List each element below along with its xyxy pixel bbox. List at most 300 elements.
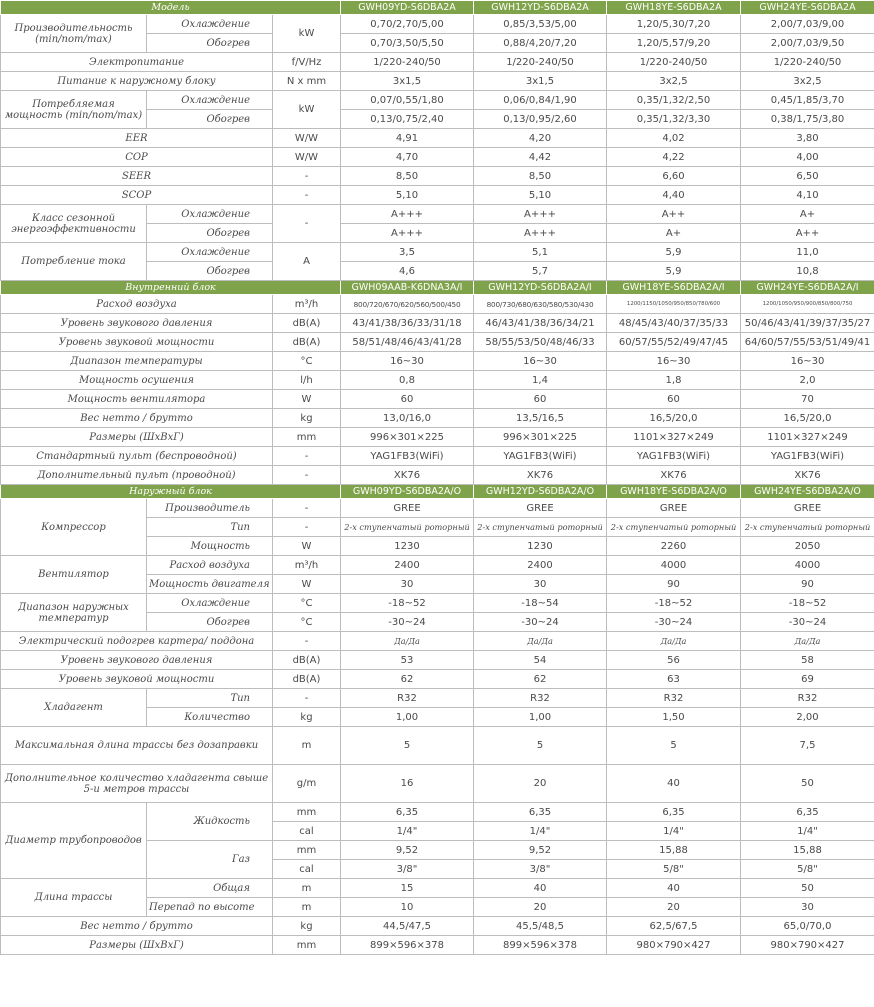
- sub-parameter-label: Тип: [147, 518, 273, 537]
- unit-cell: W/W: [273, 129, 341, 148]
- value-cell: 90: [607, 575, 741, 594]
- value-cell: 40: [474, 879, 607, 898]
- value-cell: Да/Да: [741, 632, 874, 651]
- parameter-label: Электропитание: [1, 53, 273, 72]
- value-cell: 5: [341, 727, 474, 765]
- unit-cell: m³/h: [273, 295, 341, 314]
- value-cell: A+++: [474, 205, 607, 224]
- unit-cell: m: [273, 898, 341, 917]
- parameter-label: Диапазон наружных температур: [1, 594, 147, 632]
- unit-cell: -: [273, 632, 341, 651]
- parameter-label: Хладагент: [1, 689, 147, 727]
- model-name-cell: GWH18YE-S6DBA2A/O: [607, 485, 741, 499]
- value-cell: 1230: [341, 537, 474, 556]
- sub-parameter-label: Количество: [147, 708, 273, 727]
- value-cell: -30~24: [341, 613, 474, 632]
- section-header-row: [1, 485, 874, 499]
- value-cell: R32: [341, 689, 474, 708]
- unit-cell: m: [273, 879, 341, 898]
- parameter-label: Уровень звукового давления: [1, 651, 273, 670]
- value-cell: 62: [341, 670, 474, 689]
- value-cell: 1101×327×249: [607, 428, 741, 447]
- parameter-label: Максимальная длина трассы без дозаправки: [1, 727, 273, 765]
- value-cell: XK76: [607, 466, 741, 485]
- spec-row: [1, 466, 874, 485]
- sub-parameter-label: Обогрев: [147, 613, 273, 632]
- value-cell: 0,70/3,50/5,50: [341, 34, 474, 53]
- parameter-label: Уровень звукового давления: [1, 314, 273, 333]
- model-name-cell: GWH18YE-S6DBA2A: [607, 1, 741, 15]
- value-cell: 3,5: [341, 243, 474, 262]
- value-cell: 2,00: [741, 708, 874, 727]
- section-header-row: [1, 1, 874, 15]
- unit-cell: °C: [273, 352, 341, 371]
- spec-row: [1, 91, 874, 110]
- value-cell: A++: [741, 224, 874, 243]
- value-cell: 60: [474, 390, 607, 409]
- value-cell: 6,35: [607, 803, 741, 822]
- value-cell: 1,00: [341, 708, 474, 727]
- parameter-label: Уровень звуковой мощности: [1, 670, 273, 689]
- value-cell: A+: [741, 205, 874, 224]
- value-cell: 2,00/7,03/9,50: [741, 34, 874, 53]
- unit-cell: cal: [273, 860, 341, 879]
- value-cell: 45,5/48,5: [474, 917, 607, 936]
- value-cell: XK76: [341, 466, 474, 485]
- value-cell: 1/4": [341, 822, 474, 841]
- value-cell: 58/55/53/50/48/46/33: [474, 333, 607, 352]
- unit-cell: -: [273, 186, 341, 205]
- value-cell: 5,7: [474, 262, 607, 281]
- unit-cell: m: [273, 727, 341, 765]
- value-cell: 5: [474, 727, 607, 765]
- value-cell: 3/8": [474, 860, 607, 879]
- parameter-label: Электрический подогрев картера/ поддона: [1, 632, 273, 651]
- value-cell: 2-х ступенчатый роторный: [741, 518, 874, 537]
- sub-parameter-label: Обогрев: [147, 224, 273, 243]
- value-cell: 4,91: [341, 129, 474, 148]
- value-cell: 40: [607, 765, 741, 803]
- unit-cell: dB(A): [273, 651, 341, 670]
- sub-parameter-label: Тип: [147, 689, 273, 708]
- parameter-label: Вентилятор: [1, 556, 147, 594]
- value-cell: 1230: [474, 537, 607, 556]
- value-cell: 60: [607, 390, 741, 409]
- value-cell: 10: [341, 898, 474, 917]
- value-cell: 9,52: [474, 841, 607, 860]
- unit-cell: f/V/Hz: [273, 53, 341, 72]
- spec-row: [1, 670, 874, 689]
- value-cell: 90: [741, 575, 874, 594]
- unit-cell: kg: [273, 409, 341, 428]
- unit-cell: l/h: [273, 371, 341, 390]
- unit-cell: dB(A): [273, 333, 341, 352]
- value-cell: 4000: [607, 556, 741, 575]
- sub-parameter-label: Общая: [147, 879, 273, 898]
- value-cell: 43/41/38/36/33/31/18: [341, 314, 474, 333]
- value-cell: 5,1: [474, 243, 607, 262]
- value-cell: 50/46/43/41/39/37/35/27: [741, 314, 874, 333]
- unit-cell: kg: [273, 917, 341, 936]
- value-cell: Да/Да: [474, 632, 607, 651]
- sub-parameter-label: Мощность двигателя: [147, 575, 273, 594]
- value-cell: 4,40: [607, 186, 741, 205]
- value-cell: 1101×327×249: [741, 428, 874, 447]
- value-cell: 899×596×378: [474, 936, 607, 955]
- spec-row: [1, 205, 874, 224]
- parameter-label: Мощность вентилятора: [1, 390, 273, 409]
- value-cell: 13,0/16,0: [341, 409, 474, 428]
- value-cell: 4,22: [607, 148, 741, 167]
- value-cell: 30: [341, 575, 474, 594]
- spec-row: [1, 186, 874, 205]
- sub-parameter-label: Перепад по высоте: [147, 898, 273, 917]
- value-cell: 1200/1050/950/900/850/800/750: [741, 295, 874, 314]
- value-cell: 0,88/4,20/7,20: [474, 34, 607, 53]
- value-cell: 3x2,5: [607, 72, 741, 91]
- value-cell: XK76: [741, 466, 874, 485]
- value-cell: 64/60/57/55/53/51/49/41: [741, 333, 874, 352]
- value-cell: 30: [474, 575, 607, 594]
- model-name-cell: GWH09AAB-K6DNA3A/I: [341, 281, 474, 295]
- value-cell: 5/8": [741, 860, 874, 879]
- value-cell: 62: [474, 670, 607, 689]
- value-cell: 0,85/3,53/5,00: [474, 15, 607, 34]
- value-cell: A+++: [341, 205, 474, 224]
- sub-parameter-label: Обогрев: [147, 110, 273, 129]
- spec-row: [1, 390, 874, 409]
- parameter-label: Производительность (min/nom/max): [1, 15, 147, 53]
- section-title: Модель: [1, 1, 341, 15]
- spec-row: [1, 371, 874, 390]
- value-cell: 2-х ступенчатый роторный: [341, 518, 474, 537]
- value-cell: 0,8: [341, 371, 474, 390]
- value-cell: 1/220-240/50: [607, 53, 741, 72]
- value-cell: 2,0: [741, 371, 874, 390]
- value-cell: 3/8": [341, 860, 474, 879]
- parameter-label: Размеры (ШxВxГ): [1, 428, 273, 447]
- value-cell: 16~30: [607, 352, 741, 371]
- value-cell: 46/43/41/38/36/34/21: [474, 314, 607, 333]
- value-cell: 56: [607, 651, 741, 670]
- value-cell: 60: [341, 390, 474, 409]
- value-cell: 2260: [607, 537, 741, 556]
- value-cell: 1,4: [474, 371, 607, 390]
- parameter-label: Дополнительное количество хладагента свыше 5-и метров трассы: [1, 765, 273, 803]
- parameter-label: Потребление тока: [1, 243, 147, 281]
- spec-row: [1, 428, 874, 447]
- value-cell: 15,88: [607, 841, 741, 860]
- unit-cell: W/W: [273, 148, 341, 167]
- value-cell: 4,00: [741, 148, 874, 167]
- value-cell: 4,42: [474, 148, 607, 167]
- value-cell: 0,45/1,85/3,70: [741, 91, 874, 110]
- value-cell: 69: [741, 670, 874, 689]
- unit-cell: kW: [273, 15, 341, 53]
- sub-parameter-label: Охлаждение: [147, 243, 273, 262]
- parameter-label: Дополнительный пульт (проводной): [1, 466, 273, 485]
- spec-row: [1, 594, 874, 613]
- sub-parameter-label: Охлаждение: [147, 91, 273, 110]
- unit-cell: °C: [273, 594, 341, 613]
- value-cell: -18~52: [607, 594, 741, 613]
- model-name-cell: GWH12YD-S6DBA2A/O: [474, 485, 607, 499]
- parameter-label: Диапазон температуры: [1, 352, 273, 371]
- value-cell: 44,5/47,5: [341, 917, 474, 936]
- value-cell: 20: [474, 765, 607, 803]
- parameter-label: Расход воздуха: [1, 295, 273, 314]
- value-cell: 3,80: [741, 129, 874, 148]
- spec-row: [1, 917, 874, 936]
- value-cell: 5,9: [607, 262, 741, 281]
- value-cell: -30~24: [607, 613, 741, 632]
- value-cell: 1,20/5,30/7,20: [607, 15, 741, 34]
- sub-parameter-label: Газ: [147, 841, 273, 879]
- value-cell: 996×301×225: [341, 428, 474, 447]
- spec-row: [1, 314, 874, 333]
- sub-parameter-label: Производитель: [147, 499, 273, 518]
- spec-row: [1, 333, 874, 352]
- unit-cell: -: [273, 499, 341, 518]
- value-cell: 1,20/5,57/9,20: [607, 34, 741, 53]
- value-cell: 5,10: [474, 186, 607, 205]
- value-cell: 7,5: [741, 727, 874, 765]
- value-cell: -30~24: [474, 613, 607, 632]
- value-cell: 980×790×427: [607, 936, 741, 955]
- value-cell: YAG1FB3(WiFi): [607, 447, 741, 466]
- value-cell: 1/220-240/50: [741, 53, 874, 72]
- value-cell: 8,50: [474, 167, 607, 186]
- unit-cell: mm: [273, 428, 341, 447]
- value-cell: R32: [474, 689, 607, 708]
- value-cell: 0,06/0,84/1,90: [474, 91, 607, 110]
- unit-cell: g/m: [273, 765, 341, 803]
- parameter-label: Вес нетто / брутто: [1, 917, 273, 936]
- value-cell: YAG1FB3(WiFi): [741, 447, 874, 466]
- unit-cell: -: [273, 447, 341, 466]
- value-cell: 2050: [741, 537, 874, 556]
- value-cell: 1/4": [474, 822, 607, 841]
- spec-row: [1, 53, 874, 72]
- unit-cell: dB(A): [273, 314, 341, 333]
- value-cell: 2-х ступенчатый роторный: [474, 518, 607, 537]
- value-cell: YAG1FB3(WiFi): [341, 447, 474, 466]
- parameter-label: Компрессор: [1, 499, 147, 556]
- value-cell: 1/4": [741, 822, 874, 841]
- value-cell: 8,50: [341, 167, 474, 186]
- value-cell: 60/57/55/52/49/47/45: [607, 333, 741, 352]
- value-cell: 5,9: [607, 243, 741, 262]
- value-cell: 10,8: [741, 262, 874, 281]
- spec-row: [1, 129, 874, 148]
- model-name-cell: GWH24YE-S6DBA2A/I: [741, 281, 874, 295]
- unit-cell: W: [273, 537, 341, 556]
- value-cell: A+++: [474, 224, 607, 243]
- value-cell: 1/4": [607, 822, 741, 841]
- spec-row: [1, 409, 874, 428]
- section-title: Наружный блок: [1, 485, 341, 499]
- unit-cell: -: [273, 205, 341, 243]
- value-cell: 0,38/1,75/3,80: [741, 110, 874, 129]
- sub-parameter-label: Расход воздуха: [147, 556, 273, 575]
- value-cell: 3x1,5: [341, 72, 474, 91]
- spec-row: [1, 499, 874, 518]
- spec-row: [1, 15, 874, 34]
- value-cell: 16,5/20,0: [741, 409, 874, 428]
- value-cell: 4,10: [741, 186, 874, 205]
- value-cell: 3x1,5: [474, 72, 607, 91]
- value-cell: 4,6: [341, 262, 474, 281]
- unit-cell: kg: [273, 708, 341, 727]
- unit-cell: °C: [273, 613, 341, 632]
- value-cell: 2400: [341, 556, 474, 575]
- value-cell: 980×790×427: [741, 936, 874, 955]
- parameter-label: Класс сезонной энергоэффективности: [1, 205, 147, 243]
- spec-row: [1, 167, 874, 186]
- spec-row: [1, 295, 874, 314]
- unit-cell: mm: [273, 936, 341, 955]
- value-cell: 0,13/0,95/2,60: [474, 110, 607, 129]
- parameter-label: Размеры (ШxВxГ): [1, 936, 273, 955]
- sub-parameter-label: Охлаждение: [147, 594, 273, 613]
- value-cell: 4000: [741, 556, 874, 575]
- spec-row: [1, 148, 874, 167]
- value-cell: 0,07/0,55/1,80: [341, 91, 474, 110]
- value-cell: 70: [741, 390, 874, 409]
- spec-row: [1, 632, 874, 651]
- value-cell: GREE: [607, 499, 741, 518]
- value-cell: 1/220-240/50: [341, 53, 474, 72]
- spec-row: [1, 689, 874, 708]
- sub-parameter-label: Охлаждение: [147, 15, 273, 34]
- unit-cell: N x mm: [273, 72, 341, 91]
- value-cell: -30~24: [741, 613, 874, 632]
- value-cell: 6,60: [607, 167, 741, 186]
- unit-cell: dB(A): [273, 670, 341, 689]
- value-cell: 16,5/20,0: [607, 409, 741, 428]
- value-cell: 16~30: [741, 352, 874, 371]
- value-cell: R32: [741, 689, 874, 708]
- sub-parameter-label: Охлаждение: [147, 205, 273, 224]
- parameter-label: Питание к наружному блоку: [1, 72, 273, 91]
- value-cell: -18~52: [741, 594, 874, 613]
- parameter-label: Потребляемая мощность (min/nom/max): [1, 91, 147, 129]
- unit-cell: A: [273, 243, 341, 281]
- unit-cell: mm: [273, 803, 341, 822]
- value-cell: 5: [607, 727, 741, 765]
- sub-parameter-label: Жидкость: [147, 803, 273, 841]
- value-cell: 996×301×225: [474, 428, 607, 447]
- model-name-cell: GWH24YE-S6DBA2A: [741, 1, 874, 15]
- parameter-label: Стандартный пульт (беспроводной): [1, 447, 273, 466]
- value-cell: Да/Да: [607, 632, 741, 651]
- unit-cell: -: [273, 518, 341, 537]
- model-name-cell: GWH12YD-S6DBA2A/I: [474, 281, 607, 295]
- parameter-label: Вес нетто / брутто: [1, 409, 273, 428]
- value-cell: 15: [341, 879, 474, 898]
- value-cell: 1,00: [474, 708, 607, 727]
- value-cell: 1,50: [607, 708, 741, 727]
- value-cell: 50: [741, 765, 874, 803]
- value-cell: 40: [607, 879, 741, 898]
- value-cell: 9,52: [341, 841, 474, 860]
- parameter-label: Длина трассы: [1, 879, 147, 917]
- unit-cell: -: [273, 167, 341, 186]
- parameter-label: Диаметр трубопроводов: [1, 803, 147, 879]
- value-cell: -18~52: [341, 594, 474, 613]
- unit-cell: kW: [273, 91, 341, 129]
- spec-row: [1, 72, 874, 91]
- value-cell: 6,35: [341, 803, 474, 822]
- value-cell: 4,20: [474, 129, 607, 148]
- value-cell: 6,35: [741, 803, 874, 822]
- value-cell: 48/45/43/40/37/35/33: [607, 314, 741, 333]
- value-cell: 6,35: [474, 803, 607, 822]
- spec-row: [1, 727, 874, 765]
- value-cell: 53: [341, 651, 474, 670]
- unit-cell: mm: [273, 841, 341, 860]
- value-cell: 58/51/48/46/43/41/28: [341, 333, 474, 352]
- value-cell: 13,5/16,5: [474, 409, 607, 428]
- value-cell: GREE: [741, 499, 874, 518]
- sub-parameter-label: Мощность: [147, 537, 273, 556]
- value-cell: R32: [607, 689, 741, 708]
- unit-cell: -: [273, 466, 341, 485]
- value-cell: 20: [607, 898, 741, 917]
- value-cell: 4,02: [607, 129, 741, 148]
- value-cell: 50: [741, 879, 874, 898]
- section-title: Внутренний блок: [1, 281, 341, 295]
- value-cell: 2-х ступенчатый роторный: [607, 518, 741, 537]
- parameter-label: EER: [1, 129, 273, 148]
- value-cell: A+++: [341, 224, 474, 243]
- value-cell: YAG1FB3(WiFi): [474, 447, 607, 466]
- value-cell: 0,35/1,32/2,50: [607, 91, 741, 110]
- value-cell: 15,88: [741, 841, 874, 860]
- value-cell: 3x2,5: [741, 72, 874, 91]
- sub-parameter-label: Обогрев: [147, 34, 273, 53]
- value-cell: 16~30: [474, 352, 607, 371]
- value-cell: 16: [341, 765, 474, 803]
- unit-cell: m³/h: [273, 556, 341, 575]
- spec-row: [1, 879, 874, 898]
- model-name-cell: GWH09YD-S6DBA2A/O: [341, 485, 474, 499]
- specification-table-body: [1, 1, 874, 955]
- value-cell: 62,5/67,5: [607, 917, 741, 936]
- value-cell: 0,13/0,75/2,40: [341, 110, 474, 129]
- spec-row: [1, 803, 874, 822]
- value-cell: 4,70: [341, 148, 474, 167]
- unit-cell: W: [273, 390, 341, 409]
- value-cell: 20: [474, 898, 607, 917]
- spec-row: [1, 447, 874, 466]
- spec-row: [1, 352, 874, 371]
- value-cell: 6,50: [741, 167, 874, 186]
- spec-row: [1, 765, 874, 803]
- model-name-cell: GWH12YD-S6DBA2A: [474, 1, 607, 15]
- value-cell: 54: [474, 651, 607, 670]
- spec-row: [1, 556, 874, 575]
- value-cell: A+: [607, 224, 741, 243]
- parameter-label: SEER: [1, 167, 273, 186]
- value-cell: 2400: [474, 556, 607, 575]
- value-cell: Да/Да: [341, 632, 474, 651]
- value-cell: 11,0: [741, 243, 874, 262]
- parameter-label: Мощность осушения: [1, 371, 273, 390]
- value-cell: 65,0/70,0: [741, 917, 874, 936]
- section-header-row: [1, 281, 874, 295]
- value-cell: 800/730/680/630/580/530/430: [474, 295, 607, 314]
